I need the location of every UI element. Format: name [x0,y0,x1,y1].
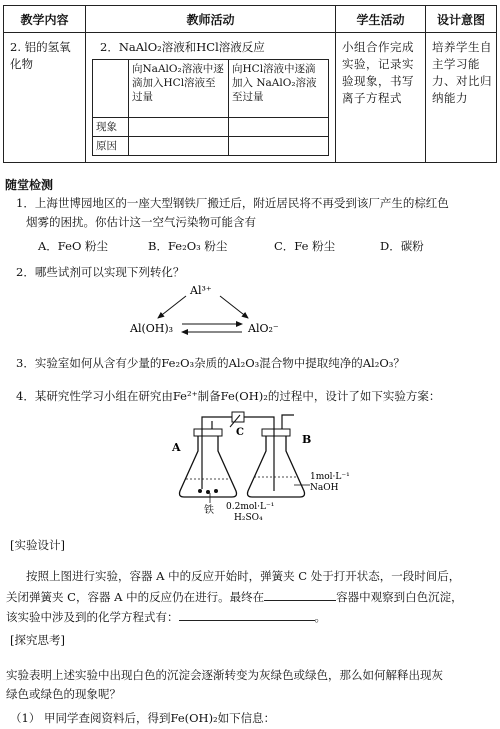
q1-option-a: A．FeO 粉尘 [38,239,109,253]
header-design: 设计意图 [426,6,497,33]
design-cell: 培养学生自主学习能力、对比归纳能力 [426,33,497,163]
label-naoh-conc: 1mol·L⁻¹ [310,472,350,482]
label-h2so4: H₂SO₄ [234,513,263,523]
think-header: [探究思考] [10,633,65,647]
teacher-cell [86,33,336,163]
design-para-2 [6,588,463,605]
inner-empty-cell [93,60,129,118]
arrow-al3-to-aloh3 [158,296,186,318]
phenomenon-cell-1 [129,118,229,137]
species-alo2: AlO₂⁻ [248,322,279,335]
teacher-title: 2．NaAlO₂溶液和HCl溶液反应 [100,40,265,54]
species-aloh3: Al(OH)₃ [130,322,174,335]
apparatus-figure [170,405,350,523]
design-para-2b: 容器中观察到白色沉淀， [336,590,463,604]
answer-blank-container[interactable] [264,588,336,601]
q1-line-1: 1．上海世博园地区的一座大型钢铁厂搬迁后，附近居民将不再受到该厂产生的棕红色 [16,196,449,210]
student-cell: 小组合作完成实验，记录实验现象，书写离子方程式 [336,33,426,163]
label-iron: 铁 [204,505,214,516]
think-para-2: 绿色或绿色的现象呢？ [6,687,121,701]
label-c: C [236,427,244,438]
inner-experiment-table [92,59,329,156]
lesson-table [3,5,497,163]
reason-cell-2 [229,137,329,156]
label-a: A [172,441,181,454]
header-content: 教学内容 [4,6,86,33]
table-header-row [4,6,497,33]
q1-option-d: D．碳粉 [380,239,424,253]
header-student: 学生活动 [336,6,426,33]
q1-option-c: C．Fe 粉尘 [274,239,336,253]
last-line: （1） 甲同学查阅资料后，得到Fe(OH)₂如下信息： [10,711,276,725]
content-cell: 2. 铝的氢氧化物 [4,33,86,163]
q4-text: 4．某研究性学习小组在研究由Fe²⁺制备Fe(OH)₂的过程中，设计了如下实验方案： [16,389,441,403]
label-h2so4-conc: 0.2mol·L⁻¹ [226,502,275,512]
reason-cell-1 [129,137,229,156]
q1-option-b: B．Fe₂O₃ 粉尘 [148,239,228,253]
table-row [4,33,497,163]
row-label-reason: 原因 [93,137,129,156]
inner-col-1: 向NaAlO₂溶液中逐滴加入HCl溶液至过量 [129,60,229,118]
q2-text: 2．哪些试剂可以实现下列转化？ [16,265,185,279]
q3-text: 3．实验室如何从含有少量的Fe₂O₃杂质的Al₂O₃混合物中提取纯净的Al₂O₃？ [16,356,405,370]
phenomenon-cell-2 [229,118,329,137]
design-para-2a: 关闭弹簧夹 C，容器 A 中的反应仍在进行。最终在 [6,590,265,604]
header-teacher: 教师活动 [86,6,336,33]
arrow-al3-to-alo2 [220,296,248,318]
label-naoh: NaOH [310,483,339,493]
label-b: B [302,433,312,446]
think-para-1: 实验表明上述实验中出现白色的沉淀会逐渐转变为灰绿色或绿色，那么如何解释出现灰 [6,668,443,682]
design-para-3: 该实验中涉及到的化学方程式有： 。 [6,610,326,624]
answer-blank-equations[interactable] [179,608,315,621]
design-para-1: 按照上图进行实验，容器 A 中的反应开始时，弹簧夹 C 处于打开状态，一段时间后， [26,569,461,583]
inner-col-2: 向HCl溶液中逐滴加入 NaAlO₂溶液至过量 [229,60,329,118]
conversion-diagram [120,280,300,342]
q1-line-2: 烟雾的困扰。你估计这一空气污染物可能含有 [26,215,256,229]
section-title: 随堂检测 [5,178,54,192]
design-para-3-text: 该实验中涉及到的化学方程式有： [6,610,179,624]
row-label-phenomenon: 现象 [93,118,129,137]
design-header: [实验设计] [10,538,65,552]
species-al3: Al³⁺ [190,284,212,297]
